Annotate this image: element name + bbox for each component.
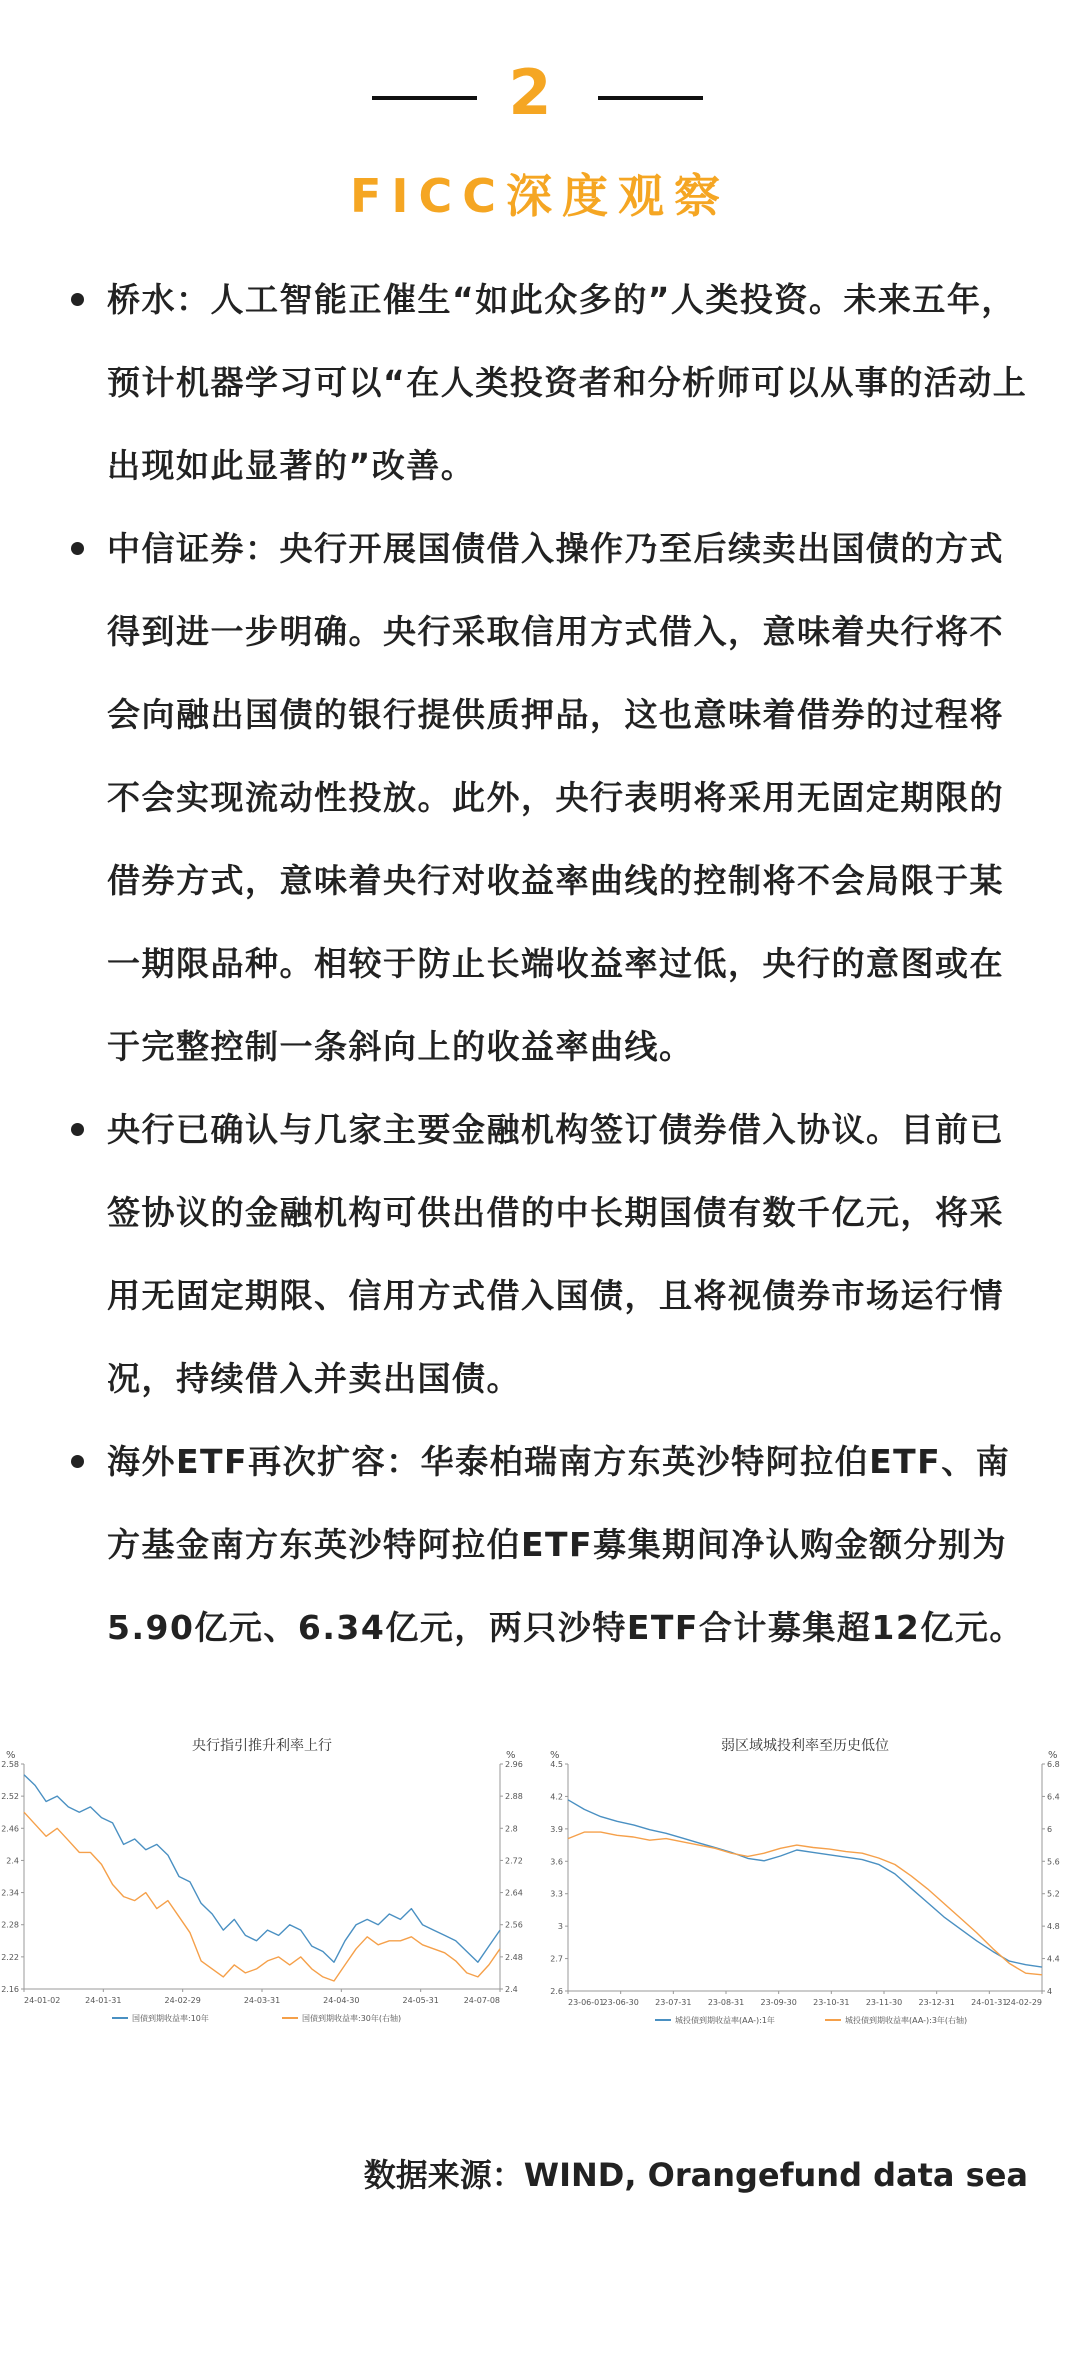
y-tick-label-right: 2.88 [505, 1792, 523, 1802]
bullet-text: 中信证券：央行开展国债借入操作乃至后续卖出国债的方式得到进一步明确。央行采取信用方式借入，意味着央行将不会向融出国债的银行提供质押品，这也意味着借券的过程将不会实现流动性投放。此外，央行表明将采用无固定期限的借券方式，意味着央行对收益率曲线的控制将不会局限于某一期限品种。相较于防止长端收益率过低，央行的意图或在于完整控制一条斜向上的收益率曲线。 [107, 529, 1004, 1066]
x-tick-label: 23-11-30 [865, 1998, 903, 2007]
y-tick-label-right: 6.4 [1047, 1792, 1060, 1802]
bullet-text: 海外ETF再次扩容：华泰柏瑞南方东英沙特阿拉伯ETF、南方基金南方东英沙特阿拉伯ETF募集期间净认购金额分别为5.90亿元、6.34亿元，两只沙特ETF合计募集超12亿元。 [107, 1442, 1024, 1647]
section-number: 2 [508, 56, 552, 129]
x-tick-label: 24-01-31 [85, 1996, 122, 2005]
y-tick-label-right: 2.64 [505, 1888, 523, 1898]
y-tick-label-left: 2.46 [1, 1824, 19, 1834]
bullet-dot-icon [71, 542, 84, 555]
section-title: FICC深度观察 [349, 169, 731, 223]
y-tick-label-right: 5.6 [1047, 1857, 1060, 1867]
series-line-2 [568, 1832, 1042, 1975]
y-tick-label-right: 2.56 [505, 1920, 523, 1930]
y-tick-label-left: 3 [557, 1922, 563, 1932]
header-divider-right [598, 96, 703, 100]
legend-label: 国债到期收益率:10年 [132, 2014, 209, 2023]
x-tick-label: 24-05-31 [402, 1996, 439, 2005]
y-tick-label-right: 6.8 [1047, 1760, 1060, 1769]
chart-title: 央行指引推升利率上行 [192, 1738, 332, 1754]
bullet-item [0, 1088, 1080, 1420]
chart-lgfv-rates-svg [540, 1724, 1080, 2084]
y-tick-label-right: 5.2 [1047, 1889, 1060, 1899]
bullet-dot-icon [71, 293, 84, 306]
bullet-item [0, 258, 1080, 507]
y-tick-label-left: 4.2 [550, 1792, 563, 1802]
x-tick-label: 24-02-29 [1005, 1998, 1042, 2007]
x-tick-label: 24-01-31 [971, 1998, 1008, 2007]
bullet-dot-icon [71, 1455, 84, 1468]
y-tick-label-right: 2.96 [505, 1760, 523, 1769]
y-tick-label-right: 4 [1047, 1987, 1053, 1996]
bullet-text: 桥水：人工智能正催生“如此众多的”人类投资。未来五年，预计机器学习可以“在人类投资者和分析师可以从事的活动上出现如此显著的”改善。 [107, 280, 1028, 485]
x-tick-label: 23-08-31 [707, 1998, 745, 2007]
y-tick-label-right: 2.8 [505, 1824, 518, 1834]
x-tick-label: 24-01-02 [24, 1996, 61, 2005]
y-tick-label-left: 2.58 [1, 1760, 19, 1769]
y-tick-label-right: 2.48 [505, 1952, 523, 1962]
legend-label: 国债到期收益率:30年(右轴) [302, 2014, 402, 2023]
chart-policy-rates [0, 1724, 540, 2084]
chart-title: 弱区域城投利率至历史低位 [721, 1738, 889, 1754]
header-divider-left [372, 96, 477, 100]
section-header [0, 56, 1080, 129]
x-tick-label: 24-02-29 [164, 1996, 201, 2005]
chart-policy-rates-svg [0, 1724, 540, 2084]
bullet-list [0, 258, 1080, 1669]
y-tick-label-left: 2.16 [1, 1985, 19, 1994]
legend-label: 城投债到期收益率(AA-):1年 [675, 2016, 775, 2025]
y-tick-label-left: 2.52 [1, 1792, 19, 1802]
x-tick-label: 24-04-30 [323, 1996, 360, 2005]
x-tick-label: 24-03-31 [243, 1996, 281, 2005]
bullet-text: 央行已确认与几家主要金融机构签订债券借入协议。目前已签协议的金融机构可供出借的中长期国债有数千亿元，将采用无固定期限、信用方式借入国债，且将视债券市场运行情况，持续借入并卖出国债。 [107, 1110, 1004, 1398]
y-tick-label-left: 3.6 [550, 1857, 563, 1867]
y-tick-label-right: 6 [1047, 1824, 1053, 1834]
y-axis-unit-left: % [6, 1750, 16, 1761]
x-tick-label: 24-07-08 [463, 1996, 500, 2005]
y-tick-label-left: 4.5 [550, 1760, 563, 1769]
series-line-1 [24, 1775, 500, 1963]
y-tick-label-left: 2.7 [550, 1954, 563, 1964]
bullet-dot-icon [71, 1123, 84, 1136]
y-axis-unit-left: % [550, 1750, 560, 1761]
y-axis-unit-right: % [1048, 1750, 1058, 1761]
y-tick-label-left: 2.4 [6, 1856, 19, 1866]
series-line-2 [24, 1812, 500, 1981]
x-tick-label: 23-12-31 [918, 1998, 955, 2007]
legend-label: 城投债到期收益率(AA-):3年(右轴) [845, 2016, 968, 2025]
y-tick-label-right: 2.72 [505, 1856, 523, 1866]
y-tick-label-right: 4.4 [1047, 1954, 1060, 1964]
y-axis-unit-right: % [506, 1750, 516, 1761]
series-line-1 [568, 1800, 1042, 1967]
y-tick-label-left: 2.28 [1, 1920, 19, 1930]
y-tick-label-left: 3.9 [550, 1824, 563, 1834]
chart-lgfv-rates [540, 1724, 1080, 2084]
y-tick-label-left: 3.3 [550, 1889, 563, 1899]
x-tick-label: 23-09-30 [760, 1998, 797, 2007]
y-tick-label-left: 2.34 [1, 1888, 19, 1898]
x-tick-label: 23-06-01 [568, 1998, 605, 2007]
x-tick-label: 23-10-31 [813, 1998, 850, 2007]
bullet-item [0, 507, 1080, 1088]
y-tick-label-right: 4.8 [1047, 1922, 1060, 1932]
bullet-item [0, 1420, 1080, 1669]
x-tick-label: 23-07-31 [655, 1998, 692, 2007]
y-tick-label-right: 2.4 [505, 1985, 518, 1994]
x-tick-label: 23-06-30 [602, 1998, 639, 2007]
y-tick-label-left: 2.22 [1, 1952, 19, 1962]
data-source: 数据来源：WIND, Orangefund data sea [363, 2156, 1028, 2194]
y-tick-label-left: 2.6 [550, 1987, 563, 1996]
